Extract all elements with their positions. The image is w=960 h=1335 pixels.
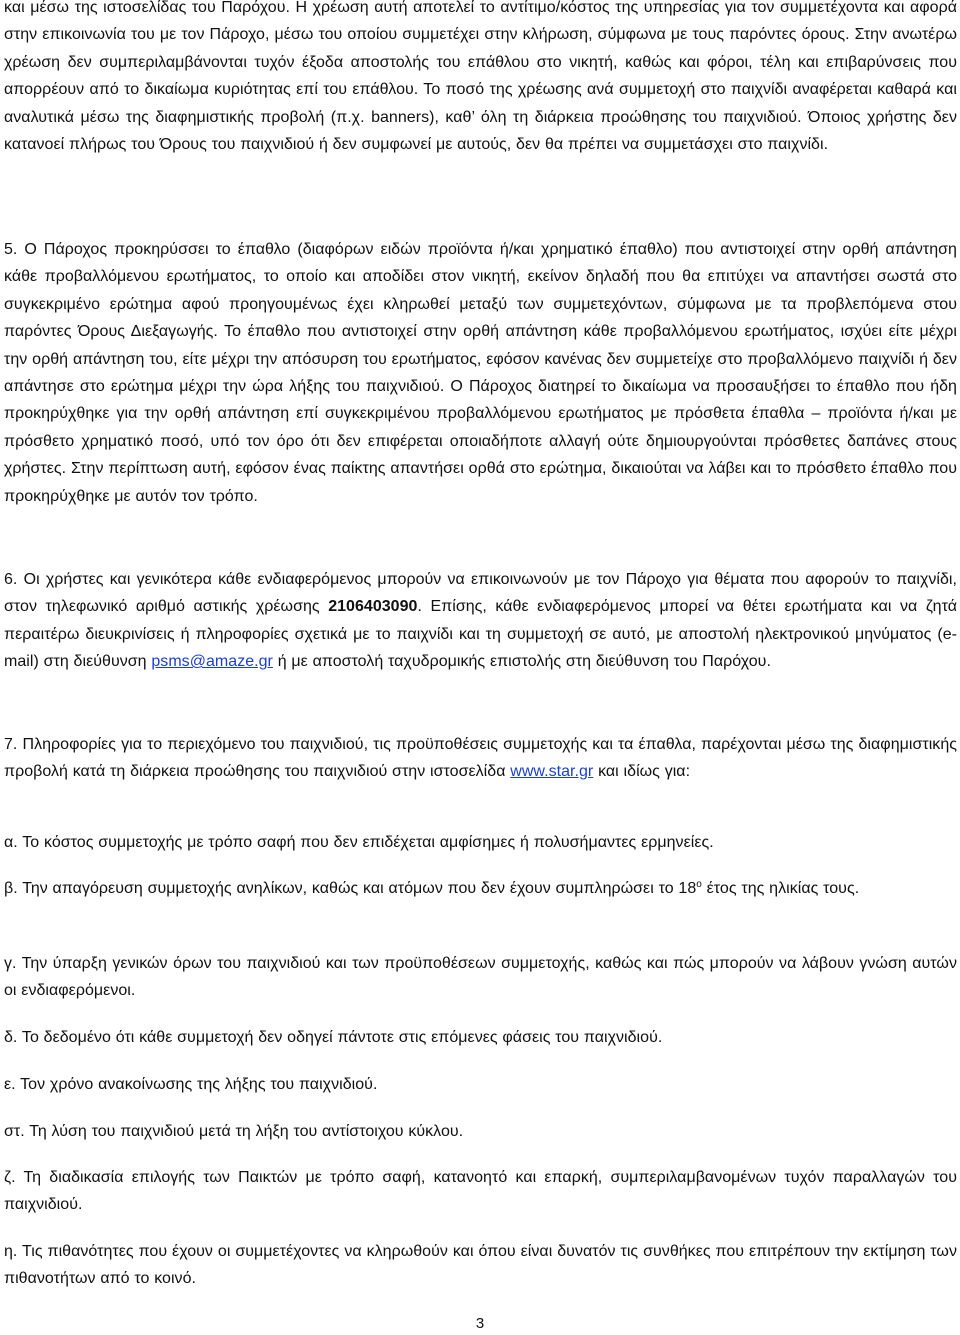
phone-number: 2106403090 <box>328 598 418 616</box>
paragraph-6 <box>4 566 957 676</box>
paragraph-continuation: και μέσω της ιστοσελίδας του Παρόχου. Η χρέωση αυτή αποτελεί το αντίτιμο/κόστος της υπηρεσίας για τον συμμετέχοντα και αφορά στην επικοινωνία του με τον Πάροχο, μέσω του οποίου συμμετέχει στην κλήρωση, σύμφωνα με τους παρόντες όρους. Στην ανωτέρω χρέωση δεν συμπεριλαμβάνονται τυχόν έξοδα αποστολής του επάθλου στο νικητή, καθώς και φόροι, τέλη και επιβαρύνσεις που απορρέουν από το δικαίωμα κυριότητας επί του επάθλου. Το ποσό της χρέωσης ανά συμμετοχή στο παιχνίδι αναφέρεται καθαρά και αναλυτικά μέσω της διαφημιστικής προβολή (π.χ. banners), καθ’ όλη τη διάρκεια προώθησης του παιχνιδιού. Όποιος χρήστης δεν κατανοεί πλήρως του Όρους του παιχνιδιού ή δεν συμφωνεί με αυτούς, δεν θα πρέπει να συμμετάσχει στο παιχνίδι. <box>4 0 957 154</box>
list-item-st: στ. Τη λύση του παιχνιδιού μετά τη λήξη του αντίστοιχου κύκλου. <box>4 1123 464 1140</box>
list-item-eta: η. Τις πιθανότητες που έχουν οι συμμετέχοντες να κληρωθούν και όπου είναι δυνατόν τις συνθήκες που επιτρέπουν την εκτίμηση των πιθανοτήτων από το κοινό. <box>4 1243 957 1288</box>
paragraph-7-text-b: και ιδίως για: <box>593 763 691 781</box>
paragraph-6-text-b: . Επίσης, κάθε ενδιαφερόμενος μπορεί να θέτει ερωτήματα και να ζητά περαιτέρω διευκρινίσεις ή πληροφορίες σχετικά με το παιχνίδι και τη συμμετοχή σε αυτό, με αποστολή ηλεκτρονικού μηνύματος (e-mail) στη διεύθυνση <box>4 598 957 671</box>
list-item-z: ζ. Τη διαδικασία επιλογής των Παικτών με τρόπο σαφή, κατανοητό και επαρκή, συμπεριλαμβανομένων τυχόν παραλλαγών του παιχνιδιού. <box>4 1169 957 1214</box>
website-link[interactable]: www.star.gr <box>510 763 594 781</box>
ordinal-superscript: ο <box>696 879 702 890</box>
page-number: 3 <box>475 1315 485 1332</box>
list-item-e: ε. Τον χρόνο ανακοίνωσης της λήξης του παιχνιδιού. <box>4 1076 378 1093</box>
paragraph-7-text-a: 7. Πληροφορίες για το περιεχόμενο του παιχνιδιού, τις προϋποθέσεις συμμετοχής και τα έπαθλα, παρέχονται μέσω της διαφημιστικής προβολή κατά τη διάρκεια προώθησης του παιχνιδιού στην ιστοσελίδα <box>4 736 957 781</box>
list-item-c: γ. Την ύπαρξη γενικών όρων του παιχνιδιού και των προϋποθέσεων συμμετοχής, καθώς και πώς μπορούν να λάβουν γνώση αυτών οι ενδιαφερόμενοι. <box>4 955 957 1000</box>
paragraph-6-text-c: ή με αποστολή ταχυδρομικής επιστολής στη διεύθυνση του Παρόχου. <box>272 653 771 671</box>
paragraph-7 <box>4 731 957 786</box>
list-item-d: δ. Το δεδομένο ότι κάθε συμμετοχή δεν οδηγεί πάντοτε στις επόμενες φάσεις του παιχνιδιού. <box>4 1029 663 1046</box>
paragraph-6-text-a: 6. Οι χρήστες και γενικότερα κάθε ενδιαφερόμενος μπορούν να επικοινωνούν με τον Πάροχο για θέματα που αφορούν το παιχνίδι, στον τηλεφωνικό αριθμό αστικής χρέωσης <box>4 571 957 616</box>
list-item-b-text-b: έτος της ηλικίας τους. <box>701 880 860 897</box>
list-item-a: α. Το κόστος συμμετοχής με τρόπο σαφή που δεν επιδέχεται αμφίσημες ή πολυσήμαντες ερμηνείες. <box>4 834 714 851</box>
list-item-b-text-a: β. Την απαγόρευση συμμετοχής ανηλίκων, καθώς και ατόμων που δεν έχουν συμπληρώσει το 18 <box>4 880 697 897</box>
list-item-b <box>4 875 957 902</box>
email-link[interactable]: psms@amaze.gr <box>151 653 273 671</box>
paragraph-5: 5. Ο Πάροχος προκηρύσσει το έπαθλο (διαφόρων ειδών προϊόντα ή/και χρηματικό έπαθλο) που αντιστοιχεί στην ορθή απάντηση κάθε προβαλλόμενου ερωτήματος, το οποίο και αποδίδει στον νικητή, εκείνον δηλαδή που θα επιτύχει να απαντήσει σωστά στο συγκεκριμένο ερώτημα αφού προηγουμένως έχει κληρωθεί μεταξύ των συμμετεχόντων, σύμφωνα με τα προβλεπόμενα στου παρόντες Όρους Διεξαγωγής. Το έπαθλο που αντιστοιχεί στην ορθή απάντηση κάθε προβαλλόμενου ερωτήματος, ισχύει είτε μέχρι την ορθή απάντηση του, είτε μέχρι την απόσυρση του ερωτήματος, εφόσον κανένας δεν συμμετείχε στο προβαλλόμενο παιχνίδι ή δεν απάντησε στο ερώτημα μέχρι την ώρα λήξης του παιχνιδιού. Ο Πάροχος διατηρεί το δικαίωμα να προσαυξήσει το έπαθλο που ήδη προκηρύχθηκε για την ορθή απάντηση επί συγκεκριμένου προβαλλόμενου ερωτήματος με πρόσθετα έπαθλα – προϊόντα ή/και με πρόσθετο χρηματικό ποσό, υπό τον όρο ότι δεν επιφέρεται οποιαδήποτε αλλαγή ούτε δημιουργούνται πρόσθετες δαπάνες στους χρήστες. Στην περίπτωση αυτή, εφόσον ένας παίκτης απαντήσει ορθά στο ερώτημα, δικαιούται να λάβει και το πρόσθετο έπαθλο που προκηρύχθηκε με αυτόν τον τρόπο. <box>4 241 957 505</box>
